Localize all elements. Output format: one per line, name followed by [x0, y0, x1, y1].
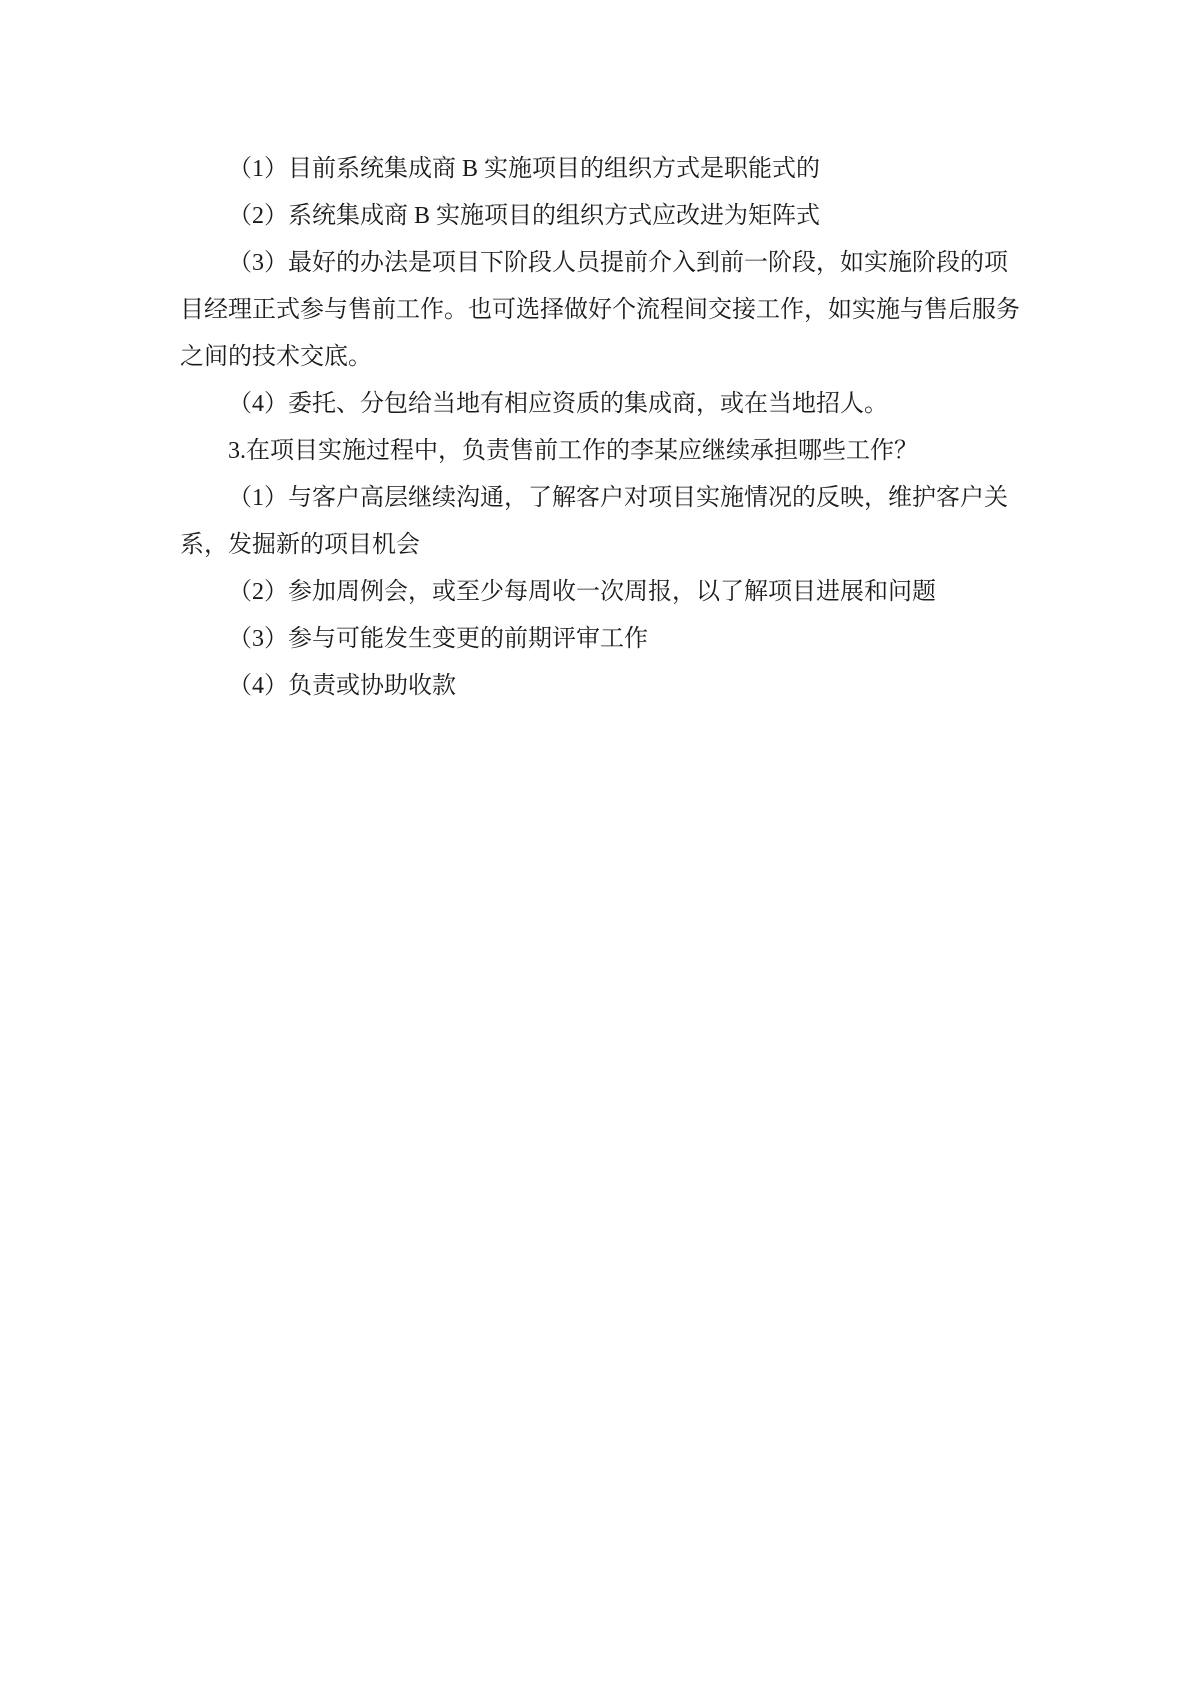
answer-item [180, 193, 1040, 240]
answer-item [180, 569, 1040, 616]
answer-item [180, 240, 1040, 381]
text-line: （1）目前系统集成商 B 实施项目的组织方式是职能式的 [228, 156, 821, 182]
text-line: （4）负责或协助收款 [228, 673, 456, 699]
text-line: （3）最好的办法是项目下阶段人员提前介入到前一阶段，如实施阶段的项 [228, 250, 1008, 276]
text-line: （4）委托、分包给当地有相应资质的集成商，或在当地招人。 [228, 391, 888, 417]
text-line: （1）与客户高层继续沟通，了解客户对项目实施情况的反映，维护客户关 [228, 485, 1008, 511]
text-line: （2）参加周例会，或至少每周收一次周报，以了解项目进展和问题 [228, 579, 936, 605]
document-body [180, 146, 1040, 710]
question-text: 3.在项目实施过程中，负责售前工作的李某应继续承担哪些工作？ [228, 438, 918, 464]
answer-item [180, 146, 1040, 193]
answer-item [180, 381, 1040, 428]
text-line: 目经理正式参与售前工作。也可选择做好个流程间交接工作，如实施与售后服务 [180, 297, 1020, 323]
text-line: （3）参与可能发生变更的前期评审工作 [228, 626, 648, 652]
answer-item [180, 663, 1040, 710]
text-line: （2）系统集成商 B 实施项目的组织方式应改进为矩阵式 [228, 203, 821, 229]
text-line: 系，发掘新的项目机会 [180, 532, 420, 558]
text-line: 之间的技术交底。 [180, 344, 372, 370]
answer-item [180, 616, 1040, 663]
question-heading [180, 428, 1040, 475]
answer-item [180, 475, 1040, 569]
